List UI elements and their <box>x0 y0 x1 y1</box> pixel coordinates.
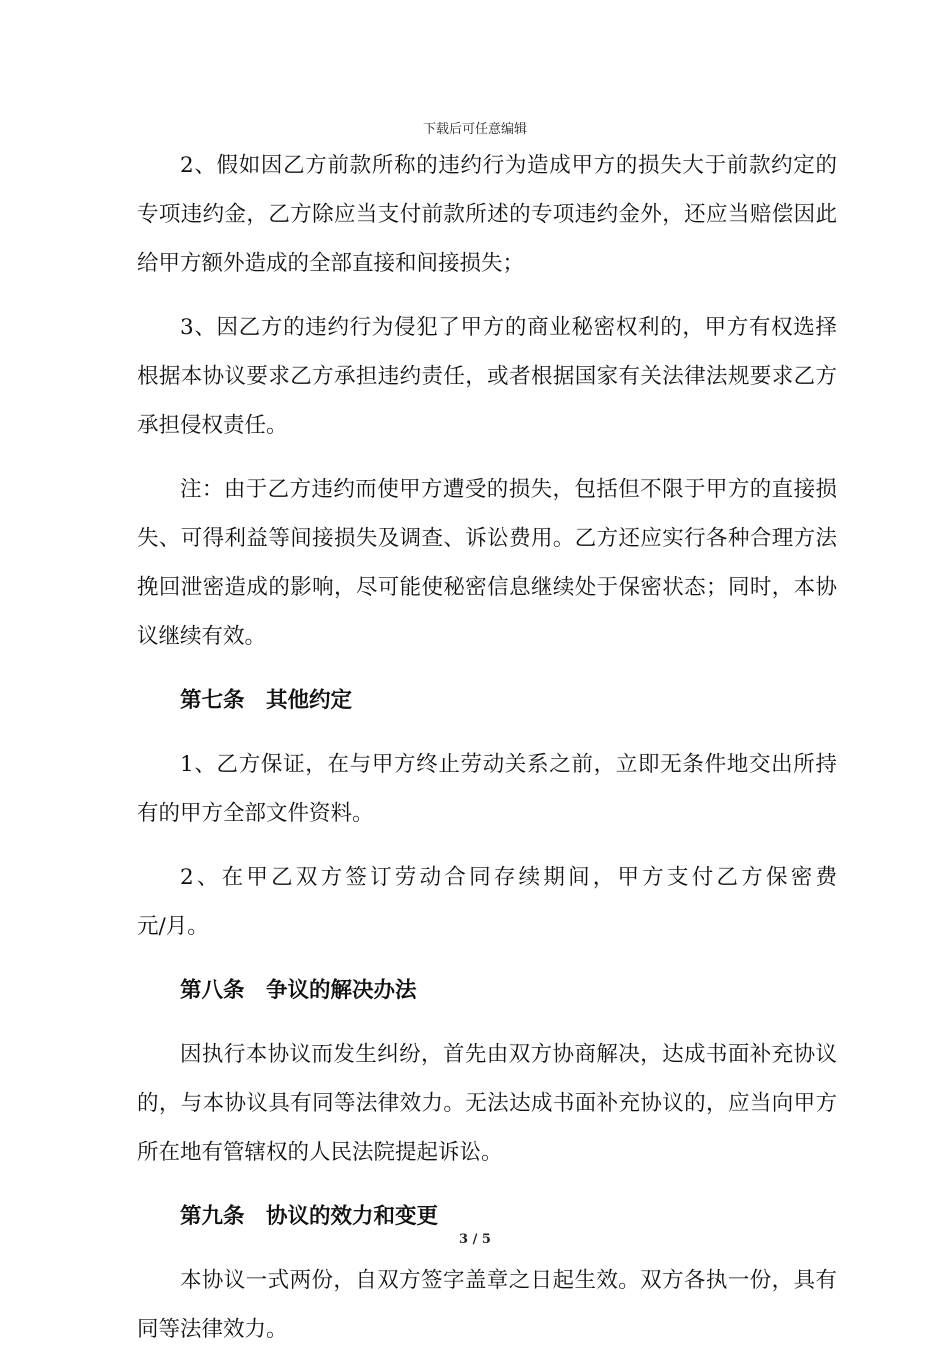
clause-paragraph: 2、假如因乙方前款所称的违约行为造成甲方的损失大于前款约定的专项违约金，乙方除应当支付前款所述的专项违约金外，还应当赔偿因此给甲方额外造成的全部直接和间接损失； <box>137 153 837 276</box>
page-header: 下载后可任意编辑 <box>422 122 527 137</box>
document-body <box>137 141 945 1369</box>
note-paragraph: 注：由于乙方违约而使甲方遭受的损失，包括但不限于甲方的直接损失、可得利益等间接损失及调查、诉讼费用。乙方还应实行各种合理方法挽回泄密造成的影响，尽可能使秘密信息继续处于保密状态；同时，本协议继续有效。 <box>137 477 837 649</box>
page-number: 3 / 5 <box>459 1232 491 1247</box>
clause-paragraph: 因执行本协议而发生纠纷，首先由双方协商解决，达成书面补充协议的，与本协议具有同等法律效力。无法达成书面补充协议的，应当向甲方所在地有管辖权的人民法院提起诉讼。 <box>137 1042 837 1165</box>
clause-paragraph: 3、因乙方的违约行为侵犯了甲方的商业秘密权利的，甲方有权选择根据本协议要求乙方承担违约责任，或者根据国家有关法律法规要求乙方承担侵权责任。 <box>137 315 837 438</box>
article-heading: 第八条 争议的解决办法 <box>180 978 417 1003</box>
clause-paragraph: 本协议一式两份，自双方签字盖章之日起生效。双方各执一份，具有同等法律效力。 <box>137 1268 837 1342</box>
article-heading: 第七条 其他约定 <box>180 688 353 713</box>
clause-paragraph: 2、在甲乙双方签订劳动合同存续期间，甲方支付乙方保密费 元/月。 <box>137 865 945 939</box>
clause-paragraph: 1、乙方保证，在与甲方终止劳动关系之前，立即无条件地交出所持有的甲方全部文件资料。 <box>137 752 837 826</box>
article-heading: 第九条 协议的效力和变更 <box>180 1204 439 1229</box>
